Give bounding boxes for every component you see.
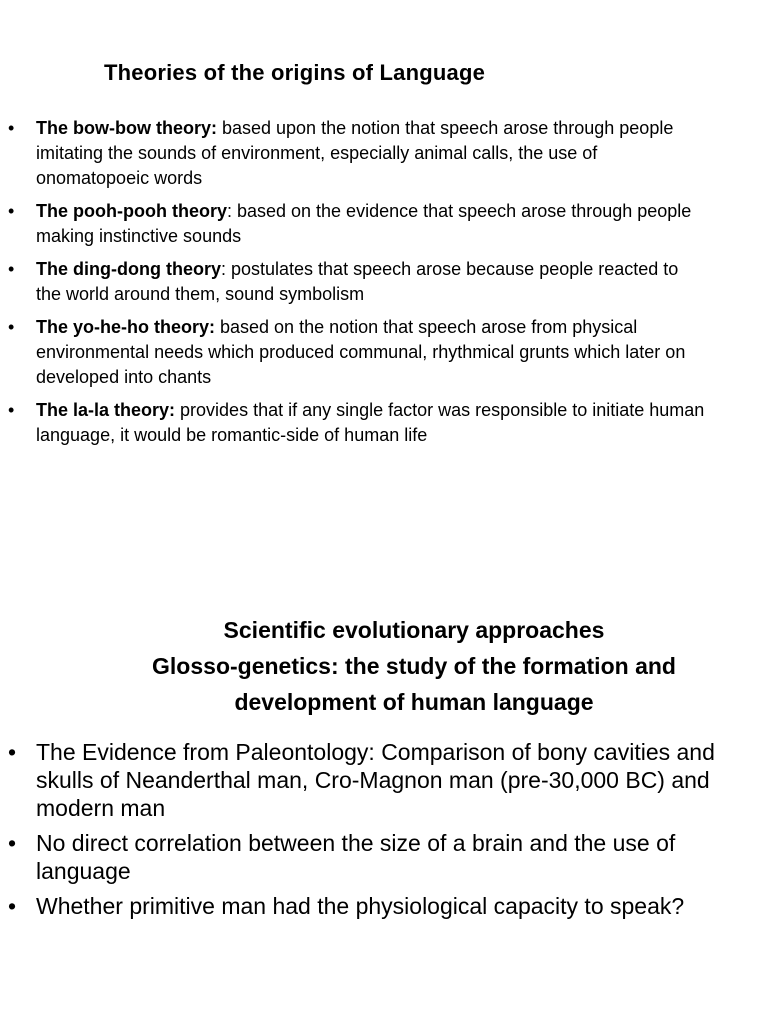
theory-description: : based on the evidence that speech arose through people making instinctive sounds [36,201,692,246]
bullet-icon: • [8,830,17,856]
theory-term: The pooh-pooh theory [36,201,227,221]
theory-description: provides that if any single factor was responsible to initiate human language, it would be romantic-side of human life [36,400,705,445]
list-item-la-la [0,398,768,448]
list-item-yo-he-ho [0,315,768,390]
theory-description: based upon the notion that speech arose through people imitating the sounds of environment, especially animal calls, the use of onomatopoeic words [36,118,674,188]
title-line: development of human language [234,689,594,715]
theory-term: The la-la theory: [36,400,176,420]
list-item-ding-dong [0,257,768,307]
bullet-icon: • [8,259,15,279]
theories-title: Theories of the origins of Language [104,60,486,85]
theories-section [0,56,768,456]
scientific-list [0,738,768,920]
scientific-title [0,612,768,720]
scientific-section [0,612,768,927]
title-line: Scientific evolutionary approaches [223,617,605,643]
bullet-icon: • [8,317,15,337]
bullet-icon: • [8,118,15,138]
bullet-icon: • [8,400,15,420]
list-item-text: The Evidence from Paleontology: Comparison of bony cavities and skulls of Neanderthal man, Cro-Magnon man (pre-30,000 BC) and modern man [36,739,715,821]
theory-term: The yo-he-ho theory: [36,317,215,337]
list-item-pooh-pooh [0,199,768,249]
list-item-brain-size [0,829,768,885]
bullet-icon: • [8,739,17,765]
list-item-physiological-capacity [0,892,768,920]
theory-term: The ding-dong theory [36,259,221,279]
list-item-paleontology [0,738,768,822]
theories-list [0,116,768,448]
list-item-text: No direct correlation between the size of a brain and the use of language [36,830,676,884]
title-line: Glosso-genetics: the study of the formation and [152,653,676,679]
theory-description: based on the notion that speech arose from physical environmental needs which produced communal, rhythmical grunts which later on developed into chants [36,317,686,387]
bullet-icon: • [8,201,15,221]
bullet-icon: • [8,893,17,919]
theory-description: : postulates that speech arose because people reacted to the world around them, sound symbolism [36,259,679,304]
list-item-bow-bow [0,116,768,191]
theory-term: The bow-bow theory: [36,118,217,138]
list-item-text: Whether primitive man had the physiological capacity to speak? [36,893,685,919]
